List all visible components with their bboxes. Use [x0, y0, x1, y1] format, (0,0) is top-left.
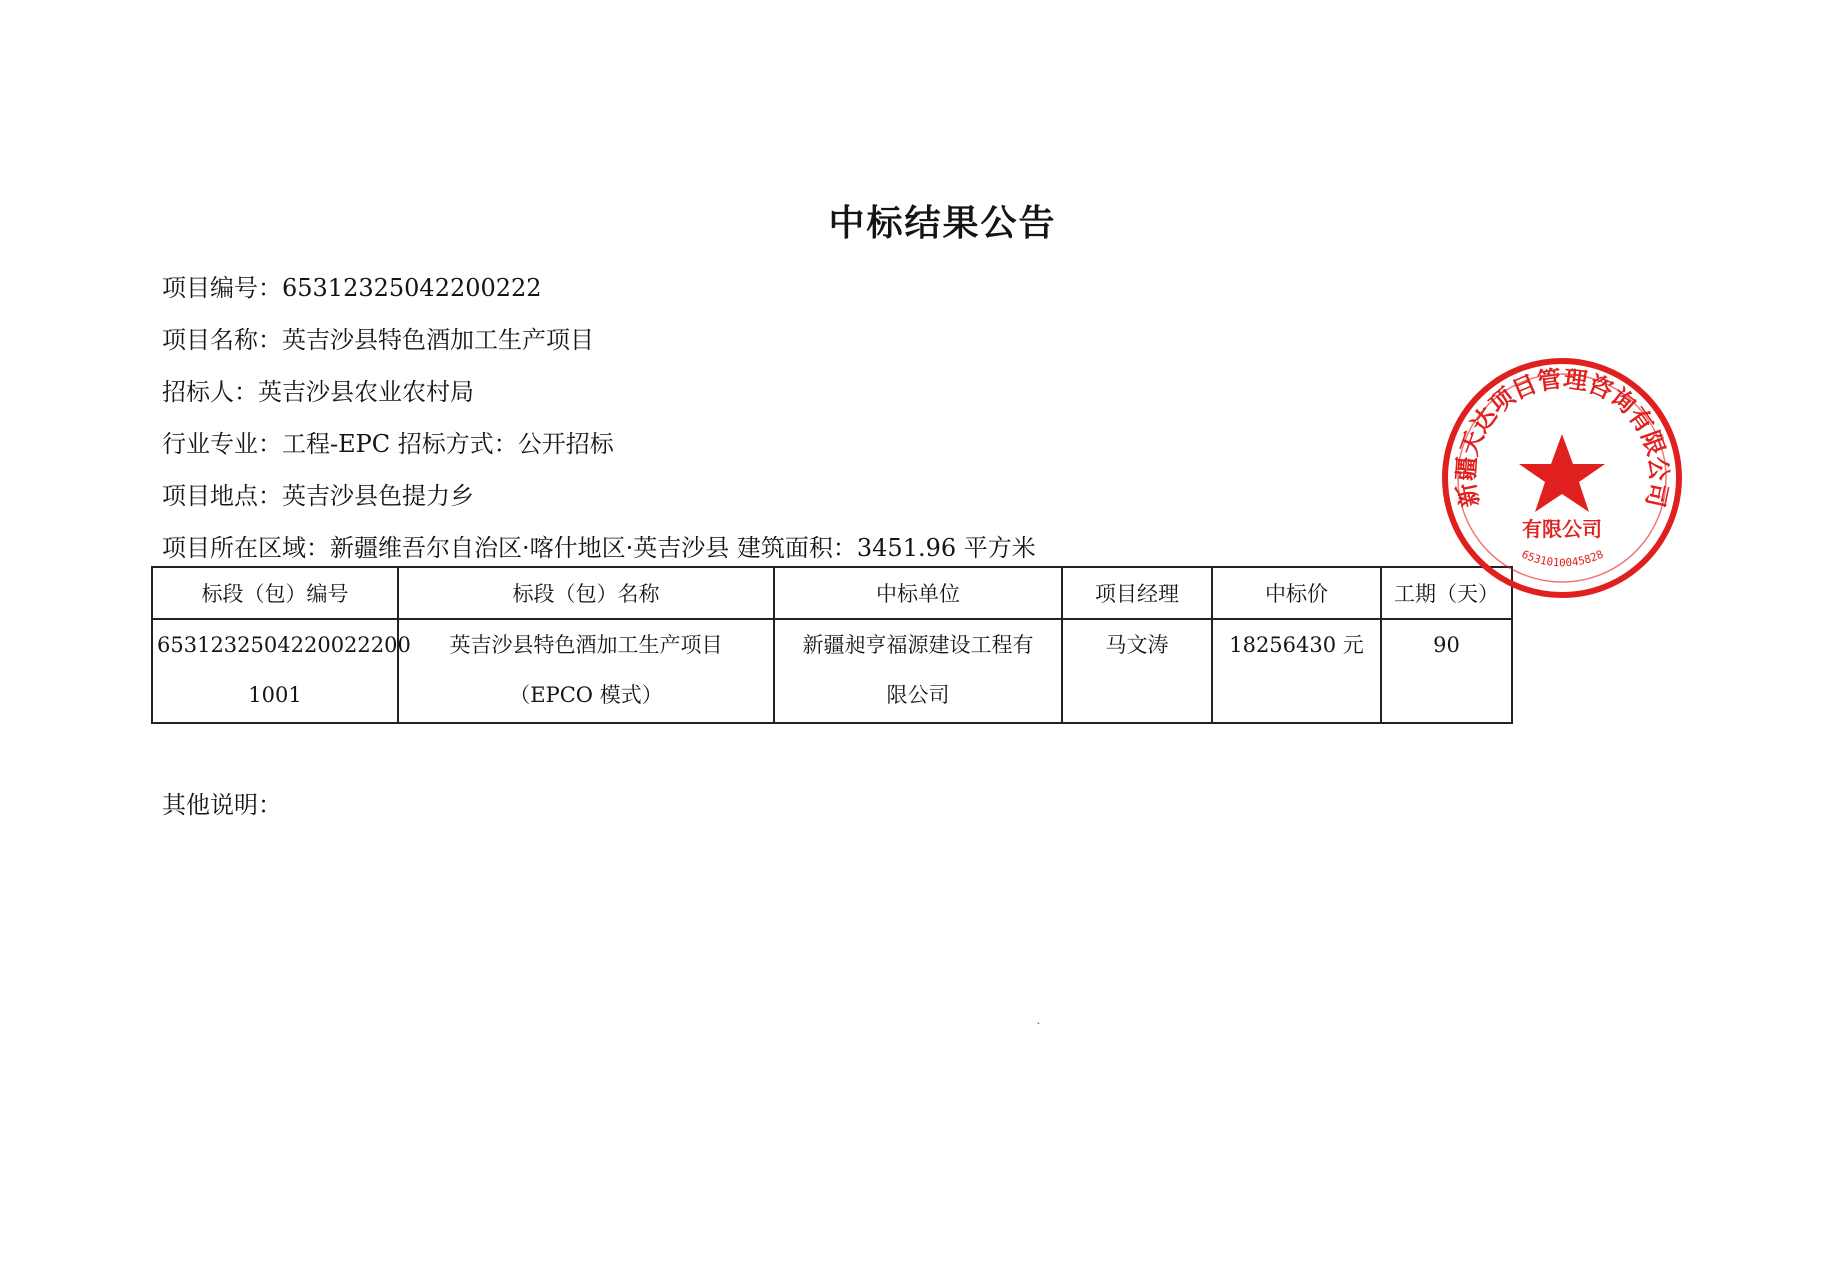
section-name-line-1: 英吉沙县特色酒加工生产项目	[449, 633, 723, 657]
header-duration: 工期（天）	[1381, 567, 1512, 619]
section-name-line-2: （EPCO 模式）	[509, 683, 663, 707]
project-name: 项目名称：英吉沙县特色酒加工生产项目	[162, 326, 594, 354]
section-no-line-1: 6531232504220022200	[157, 633, 411, 657]
cell-winner	[774, 619, 1062, 723]
project-number: 项目编号：65312325042200222	[162, 274, 542, 302]
industry-and-method: 行业专业：工程-EPC 招标方式：公开招标	[162, 430, 614, 458]
region-and-area: 项目所在区域：新疆维吾尔自治区·喀什地区·英吉沙县 建筑面积：3451.96 平方米	[162, 534, 1036, 562]
seal-serial-number: 6531010045828	[1519, 547, 1606, 570]
other-notes: 其他说明：	[162, 791, 282, 819]
table-row	[152, 619, 1512, 723]
header-section-no: 标段（包）编号	[152, 567, 398, 619]
winner-line-2: 限公司	[886, 683, 950, 707]
table-header-row	[152, 567, 1512, 619]
seal-inner-text: 有限公司	[1522, 517, 1602, 541]
section-no-line-2: 1001	[248, 683, 302, 707]
header-winner: 中标单位	[774, 567, 1062, 619]
seal-star-icon	[1519, 434, 1605, 512]
cell-section-no	[152, 619, 411, 723]
cell-manager	[1062, 619, 1212, 723]
winner-line-1: 新疆昶亨福源建设工程有	[802, 633, 1034, 657]
stray-mark: ˛	[1036, 1014, 1041, 1025]
cell-section-name	[398, 619, 774, 723]
header-manager: 项目经理	[1062, 567, 1212, 619]
cell-price	[1212, 619, 1381, 723]
cell-duration	[1381, 619, 1512, 723]
bid-result-table	[151, 566, 1513, 724]
seal-company-text: 新疆天达项目管理咨询有限公司	[1451, 364, 1674, 510]
project-location: 项目地点：英吉沙县色提力乡	[162, 482, 474, 510]
manager-name: 马文涛	[1105, 633, 1169, 657]
page-title: 中标结果公告	[828, 203, 1057, 244]
bid-price: 18256430 元	[1229, 633, 1364, 657]
tenderer: 招标人：英吉沙县农业农村局	[162, 378, 474, 406]
duration-days: 90	[1433, 633, 1460, 657]
company-seal-stamp	[1440, 356, 1685, 601]
header-section-name: 标段（包）名称	[398, 567, 774, 619]
header-price: 中标价	[1212, 567, 1381, 619]
